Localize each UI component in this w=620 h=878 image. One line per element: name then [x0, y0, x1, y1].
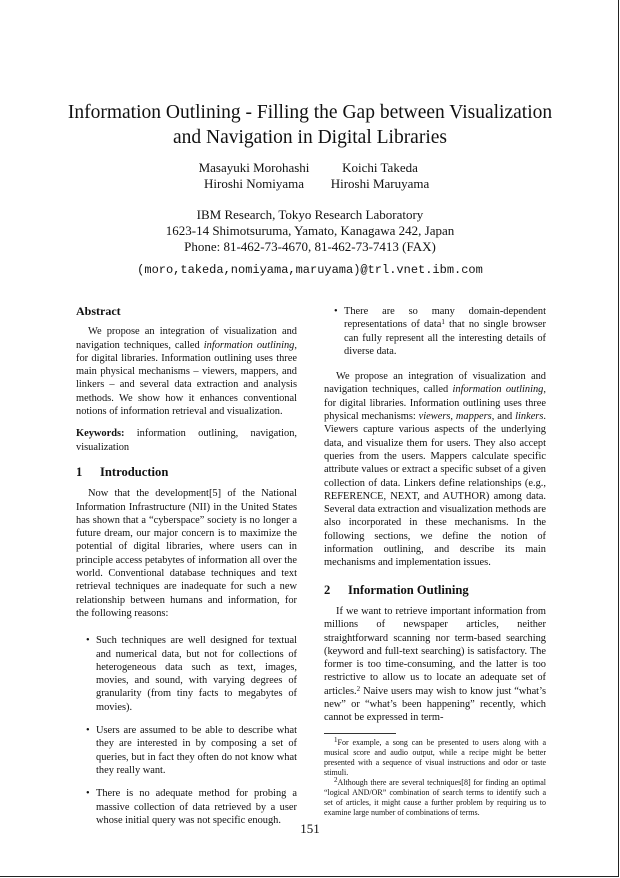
reasons-list-continued — [324, 305, 546, 358]
abstract-heading: Abstract — [76, 304, 121, 318]
section-1-heading: 1 Introduction — [76, 464, 169, 479]
footnote-1: $^1$For example, a song can be presented to users along with a musical score and audio output, while a recipe might be better presented with a sequence of visual instructions and odor or taste stimuli. — [324, 735, 546, 777]
list-item: • There is no adequate method for probing a massive collection of data retrieved by a user whose initial query was not specific enough. — [86, 788, 297, 826]
footnotes — [324, 735, 546, 818]
affiliation — [80, 207, 540, 255]
author-takeda: Koichi Takeda — [342, 160, 418, 175]
left-column — [76, 305, 297, 837]
footnote-2: $^2$Although there are several techniques[8] for finding an optimal “logical AND/OR” combination of search terms to identify such a set of articles, it might cause a further problem by requiring us to examine large number of combinations of terms. — [324, 775, 546, 817]
affiliation-line-2: 1623-14 Shimotsuruma, Yamato, Kanagawa 242, Japan — [165, 223, 455, 238]
keywords-text: information outlining, navigation, visualization — [76, 428, 297, 453]
author-nomiyama: Hiroshi Nomiyama — [203, 176, 304, 191]
section-1-paragraph-2: We propose an integration of visualization and navigation techniques, called information outlining, for digital libraries. Information outlining uses three physical mechanisms: viewers, mappers, and linkers. Viewers capture various aspects of the underlying data, and visualize them for users. They also accept queries from the users. Mappers calculate specific attribute values or extract a specific subset of a given collection of data. Linkers define relationships (e.g., REFERENCE, NEXT, and AUTHOR) among data. Several data extraction and visualization methods are also incorporated in these mechanisms. In the following sections, we define the notion of information outlining, and describe its main mechanisms and implementation issues. — [324, 371, 546, 569]
list-item: • There are so many domain-dependent representations of data$^1$ that no single browser can fully represent all the interesting details of diverse data. — [334, 306, 547, 357]
list-item: • Such techniques are well designed for textual and numerical data, but not for collections of heterogeneous data such as text, images, movies, and sound, with varying degrees of granularity (from tiny facts to megabytes of movies). — [86, 635, 297, 713]
keywords-label: Keywords: — [76, 428, 125, 440]
reasons-list — [76, 634, 297, 827]
list-item: • Users are assumed to be able to describe what they are interested in by composing a set of queries, but in fact they often do not know what they really want. — [86, 725, 297, 776]
abstract-text: We propose an integration of visualization and navigation techniques, called information outlining, for digital libraries. Information outlining uses three main physical mechanisms – viewers, mappers, and linkers – and several data extraction and analysis methods. We show how it enhances conventional notions of information retrieval and visualization. — [76, 326, 297, 418]
title-line-2: and Navigation in Digital Libraries — [172, 127, 447, 148]
section-1-paragraph: Now that the development[5] of the National Information Infrastructure (NII) in the United States has shown that a “cyberspace” society is no longer a future dream, our major concern is to maximize the potential of digital libraries, where users can in principle access petabytes of information all over the world. Conventional database techniques and text retrieval techniques are inadequate for such a new relationship between humans and information, for the following reasons: — [76, 488, 297, 619]
keywords — [76, 427, 297, 454]
paper-title — [60, 100, 560, 150]
affiliation-line-3: Phone: 81-462-73-4670, 81-462-73-7413 (FAX) — [184, 239, 436, 254]
author-emails: (moro,takeda,nomiyama,maruyama)@trl.vnet.ibm.com — [137, 263, 483, 277]
right-column — [324, 305, 546, 818]
affiliation-line-1: IBM Research, Tokyo Research Laboratory — [196, 207, 424, 222]
page-number: 151 — [300, 821, 320, 836]
author-maruyama: Hiroshi Maruyama — [330, 176, 430, 191]
section-2-heading: 2 Information Outlining — [324, 582, 469, 597]
author-morohashi: Masayuki Morohashi — [198, 160, 310, 175]
footnote-rule — [324, 733, 396, 734]
section-2-paragraph: If we want to retrieve important information from millions of newspaper articles, neither straightforward scanning nor term-based searching (keyword and full-text searching) is satisfactory. The former is too time-consuming, and the latter is too restrictive to allow us to locate an adequate set of articles.$^2$ Naive users may wish to know just “what’s new” or “what’s been happening” recently, which cannot be expressed in term- — [324, 605, 546, 724]
title-line-1: Information Outlining - Filling the Gap between Visualization — [67, 102, 553, 123]
